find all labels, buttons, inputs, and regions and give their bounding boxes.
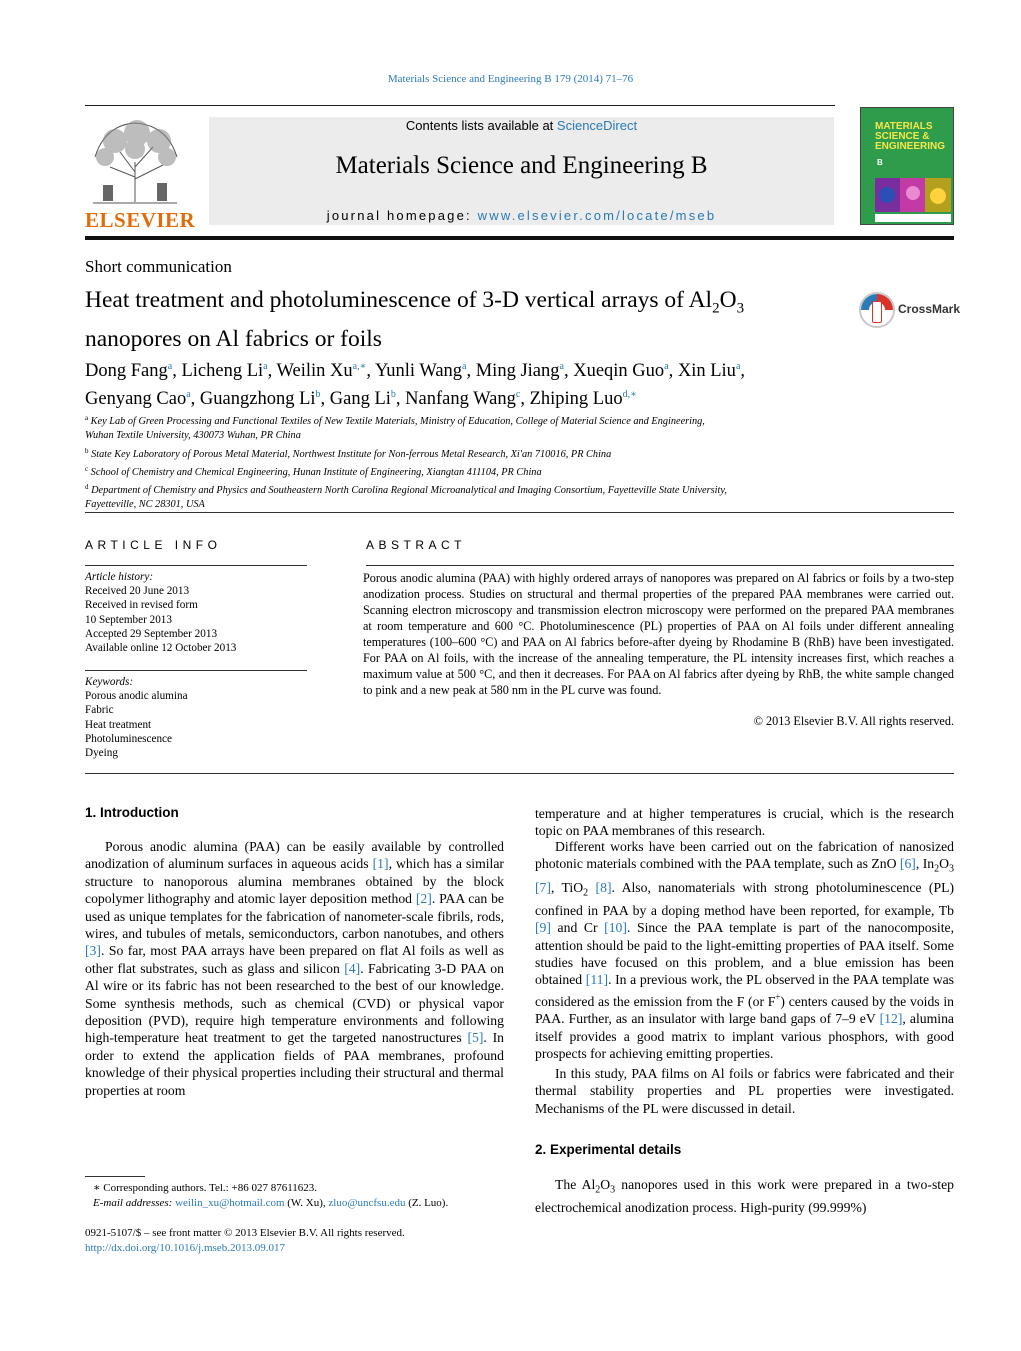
text-run: , In <box>915 856 935 872</box>
footnotes <box>85 1181 504 1210</box>
author-affiliation-marker[interactable]: a <box>186 389 191 400</box>
subscript: 3 <box>610 1184 616 1196</box>
author-name[interactable]: Ming Jiang <box>475 361 560 381</box>
experimental-paragraph-1 <box>535 1176 954 1217</box>
elsevier-wordmark[interactable]: ELSEVIER <box>85 208 196 232</box>
history-line: Available online 12 October 2013 <box>85 642 237 655</box>
text-run: . PAA can be used as unique templates for the fabrication of nanometer-scale fibrils, rods, wires, and tubules of metals, semiconductors, carbon nanotubes, and others <box>85 891 505 942</box>
history-label: Article history: <box>85 571 154 583</box>
affiliation <box>85 444 945 462</box>
contents-line <box>209 118 834 133</box>
keywords-label: Keywords: <box>85 676 134 688</box>
body-column-1 <box>85 838 504 1099</box>
issn-block <box>85 1226 585 1255</box>
author-name[interactable]: Xueqin Guo <box>573 361 665 381</box>
affiliation-text: State Key Laboratory of Porous Metal Material, Northwest Institute for Non-ferrous Metal Research, Xi'an 710016, PR China <box>88 448 612 460</box>
citation-link[interactable]: [8] <box>595 879 612 895</box>
author-name[interactable]: Nanfang Wang <box>405 389 516 409</box>
affiliations <box>85 411 945 513</box>
citation-link[interactable]: [9] <box>535 920 551 936</box>
section-heading-experimental: 2. Experimental details <box>535 1142 682 1157</box>
subscript: 2 <box>583 887 589 899</box>
cover-images <box>875 178 951 212</box>
title-text-2: nanopores on Al fabrics or foils <box>85 325 382 352</box>
journal-cover-thumbnail[interactable] <box>860 107 954 225</box>
subscript: 2 <box>934 864 940 876</box>
abstract-heading: ABSTRACT <box>366 538 467 552</box>
doi-link[interactable]: http://dx.doi.org/10.1016/j.mseb.2013.09.017 <box>85 1241 285 1254</box>
history-line: Accepted 29 September 2013 <box>85 627 218 640</box>
citation-link[interactable]: [2] <box>415 891 432 907</box>
author-affiliation-marker[interactable]: a <box>664 361 669 372</box>
title-text-mid: O <box>719 287 737 313</box>
text-run: . Fabricating 3-D PAA on Al wire or its fabric has not been researched to the best of our knowledge. Some synthesis methods, such as chemical (CVD) or physical vapor deposition (PVD), require high temperature environments and following high-temperature heat treatment to get the targeted nanostructures <box>85 960 504 1046</box>
author-name[interactable]: Genyang Cao <box>85 389 187 409</box>
email-who: (Z. Luo). <box>405 1196 449 1209</box>
email-label: E-mail addresses: <box>93 1196 176 1209</box>
author-list: Dong Fang$^a$, Licheng Li$^a$, Weilin $Xu^{a,∗}$, Yunli Wang$^a$, Ming Jiang$^a$, Xueqin Guo$^a$, Xin Liu$^a$, Genyang Cao$^a$, Guangzhong Li$^b$, Gang Li$^b$, Nanfang Wang$^c$, Zhiping Luo$^{d,∗}$ <box>85 361 746 409</box>
keyword: Fabric <box>85 704 114 717</box>
crossmark-badge[interactable] <box>858 291 961 329</box>
title-text-1: Heat treatment and photoluminescence of 3-D vertical arrays of Al <box>85 287 713 313</box>
text-run: Porous anodic alumina (PAA) can be easily available by controlled anodization of aluminum surfaces in aqueous acids <box>85 839 504 872</box>
text-run: , TiO <box>550 879 584 895</box>
intro-paragraph-3-wrap <box>535 1065 954 1117</box>
citation-link[interactable]: [6] <box>899 856 916 872</box>
crossmark-label: CrossMark <box>898 302 961 316</box>
history-line: Received in revised form <box>85 599 198 612</box>
text-run: Different works have been carried out on the fabrication of nanosized photonic materials combined with the PAA template, such as ZnO <box>535 839 954 872</box>
text-run: nanopores used in this work were prepared in a two-step electrochemical anodization process. High-purity (99.999%) <box>535 1177 954 1216</box>
citation-link[interactable]: [1] <box>372 856 389 872</box>
title-subscript: 3 <box>736 300 745 317</box>
author-affiliation-marker[interactable]: c <box>515 389 521 400</box>
divider <box>85 512 954 513</box>
email-link-luo[interactable]: zluo@uncfsu.edu <box>328 1196 406 1209</box>
keyword: Heat treatment <box>85 718 152 731</box>
top-rule <box>85 105 835 106</box>
citation-link[interactable]: [5] <box>467 1030 484 1046</box>
text-run: . In a previous work, the PL observed in the PAA template was considered as the emission from the F (or F <box>535 972 954 1009</box>
intro-paragraph-2 <box>535 838 954 1062</box>
divider <box>366 565 954 566</box>
body-column-2 <box>535 838 954 1062</box>
affiliation-text: Key Lab of Green Processing and Functional Textiles of New Textile Materials, Ministry of Education, College of Material Science and Engineering, <box>88 416 705 427</box>
running-head[interactable]: Materials Science and Engineering B 179 (2014) 71–76 <box>387 73 634 85</box>
intro-paragraph-3: In this study, PAA films on Al foils or fabrics were fabricated and their thermal stability properties and PL properties were investigated. Mechanisms of the PL were discussed in detail. <box>535 1066 954 1116</box>
corresponding-note: ∗ Corresponding authors. Tel.: +86 027 87611623. <box>93 1182 318 1194</box>
author-affiliation-marker[interactable]: a <box>559 361 564 372</box>
text-run: , alumina itself provides a good matrix to implant various phosphors, with good prospects for achieving emitting properties. <box>535 1011 955 1061</box>
author-affiliation-marker[interactable]: a,∗ <box>352 361 367 372</box>
citation-link[interactable]: [12] <box>879 1011 903 1027</box>
cover-title: MATERIALS SCIENCE & ENGINEERING <box>875 121 946 152</box>
header-thick-rule <box>85 236 954 240</box>
cover-letter: B <box>877 158 883 167</box>
affiliation-key: d <box>85 483 89 492</box>
citation-link[interactable]: [11] <box>585 972 609 988</box>
author-name[interactable]: Guangzhong Li <box>199 389 316 409</box>
article-title <box>85 285 845 354</box>
experimental-paragraph-wrap <box>535 1176 954 1217</box>
author-affiliation-marker[interactable]: a <box>167 361 173 372</box>
divider <box>85 565 307 566</box>
citation-link[interactable]: [10] <box>604 920 627 936</box>
homepage-link[interactable]: www.elsevier.com/locate/mseb <box>477 208 717 223</box>
email-who: (W. Xu), <box>284 1196 329 1209</box>
author-name[interactable]: Licheng Li <box>181 361 264 381</box>
text-run: . So far, most PAA arrays have been prepared on flat Al foils as well as other flat substrates, such as glass and silicon <box>85 943 504 976</box>
affiliation <box>85 462 945 480</box>
article-info-heading: ARTICLE INFO <box>85 538 222 552</box>
keywords <box>85 675 307 760</box>
citation-link[interactable]: [3] <box>85 943 101 959</box>
text-run: . Since the PAA template is part of the nanocomposite, attention should be paid to the light-emitting properties of PAA itself. Some studies have focused on this problem, and a blue emission has been obtained <box>535 920 955 988</box>
text-run <box>588 880 595 895</box>
section-heading-introduction: 1. Introduction <box>85 805 179 820</box>
keyword: Dyeing <box>85 747 118 760</box>
author-name[interactable]: Gang Li <box>329 389 391 409</box>
author-affiliation-marker[interactable]: b <box>315 389 321 400</box>
affiliation-text: Department of Chemistry and Physics and Southeastern North Carolina Regional Microanalytical and Imaging Consortium, Fayetteville State University, <box>88 485 727 497</box>
text-run: , which has a similar structure to nanoporous alumina membranes obtained by the block copolymer lithography and atomic layer deposition method <box>85 856 504 907</box>
title-subscript: 2 <box>712 300 720 317</box>
history-line: 10 September 2013 <box>85 613 172 626</box>
author-name[interactable]: Weilin Xu <box>276 361 353 381</box>
contents-prefix: Contents lists available at <box>405 118 557 133</box>
affiliation-text: School of Chemistry and Chemical Engineering, Hunan Institute of Engineering, Xiangtan 411104, PR China <box>88 466 542 478</box>
text-run: and Cr <box>550 920 605 936</box>
affiliation-key: a <box>85 414 89 422</box>
homepage-label: journal homepage: <box>326 208 478 223</box>
journal-name: Materials Science and Engineering B <box>335 152 708 179</box>
cover-footer <box>875 214 951 222</box>
divider <box>85 773 954 774</box>
text-run: . In order to extend the application fields of PAA membranes, profound knowledge of their physical properties including their structural and thermal properties at room <box>85 1030 504 1098</box>
issn-line: 0921-5107/$ – see front matter © 2013 Elsevier B.V. All rights reserved. <box>85 1227 405 1239</box>
citation-link[interactable]: [7] <box>535 879 551 895</box>
affiliation-text: Fayetteville, NC 28301, USA <box>85 499 205 511</box>
intro-paragraph-1 <box>85 838 504 1099</box>
affiliation-key: c <box>85 464 89 473</box>
subscript: 2 <box>595 1184 601 1196</box>
abstract-text: Porous anodic alumina (PAA) with highly ordered arrays of nanopores was prepared on Al fabrics or foils by a two-step anodization process. Studies on structural and thermal properties of the prepared PAA membranes were carried out. Scanning electron microscopy and transmission electron microscopy were performed on the prepared PAA membranes at room temperature and 600 °C. Photoluminescence (PL) properties of PAA on Al foils under different annealing temperatures (100–600 °C) and PAA on Al fabrics before-after dyeing by Rhodamine B (RhB) have been investigated. For PAA on Al foils, with the increase of the annealing temperature, the PL intensity increases first, which reaches a maximum value at 500 °C, and then it decreases. For PAA on Al fabrics after dyeing by RhB, the white sample changed to pink and a new peak at 580 nm in the PL curve was found. <box>363 571 954 697</box>
email-link-xu[interactable]: weilin_xu@hotmail.com <box>175 1196 285 1209</box>
affiliation-key: b <box>85 446 89 455</box>
author-affiliation-marker[interactable]: a <box>263 361 268 372</box>
text-run: ) centers caused by the voids in PAA. Further, as an insulator with large band gaps of 7–9 eV <box>535 993 954 1027</box>
text-run: O <box>600 1177 611 1192</box>
keyword: Photoluminescence <box>85 732 172 745</box>
text-run: . Also, nanomaterials with strong photoluminescence (PL) confined in PAA by a doping method have been reported, for example, Tb <box>535 879 954 918</box>
author-affiliation-marker[interactable]: a <box>735 361 741 372</box>
author-name[interactable]: Yunli Wang <box>374 361 463 381</box>
text-run: O <box>939 856 950 872</box>
keyword: Porous anodic alumina <box>85 690 188 703</box>
journal-homepage <box>209 208 834 223</box>
author-name[interactable]: Xin Liu <box>677 361 736 381</box>
email-note <box>85 1196 504 1211</box>
article-type: Short communication <box>85 257 232 276</box>
citation-link[interactable]: [4] <box>344 960 361 976</box>
superscript: + <box>775 991 781 1002</box>
author-affiliation-marker[interactable]: b <box>390 389 396 400</box>
divider <box>85 670 307 671</box>
author-affiliation-marker[interactable]: d,∗ <box>622 389 637 400</box>
author-name[interactable]: Dong Fang <box>85 361 168 381</box>
author-affiliation-marker[interactable]: a <box>462 361 467 372</box>
author-name[interactable]: Zhiping Luo <box>529 389 623 409</box>
text-run: The Al <box>555 1177 596 1192</box>
footnote-rule <box>85 1176 145 1177</box>
affiliation-text: Wuhan Textile University, 430073 Wuhan, PR China <box>85 430 301 442</box>
abstract-copyright: © 2013 Elsevier B.V. All rights reserved. <box>753 714 954 728</box>
affiliation <box>85 411 945 444</box>
crossmark-icon <box>858 291 896 329</box>
sciencedirect-link[interactable]: ScienceDirect <box>556 118 638 133</box>
history-line: Received 20 June 2013 <box>85 585 190 598</box>
paragraph-continuation: temperature and at higher temperatures is crucial, which is the research topic on PAA membranes of this research. <box>535 806 954 839</box>
article-history <box>85 570 307 655</box>
subscript: 3 <box>949 864 955 876</box>
affiliation <box>85 480 945 513</box>
